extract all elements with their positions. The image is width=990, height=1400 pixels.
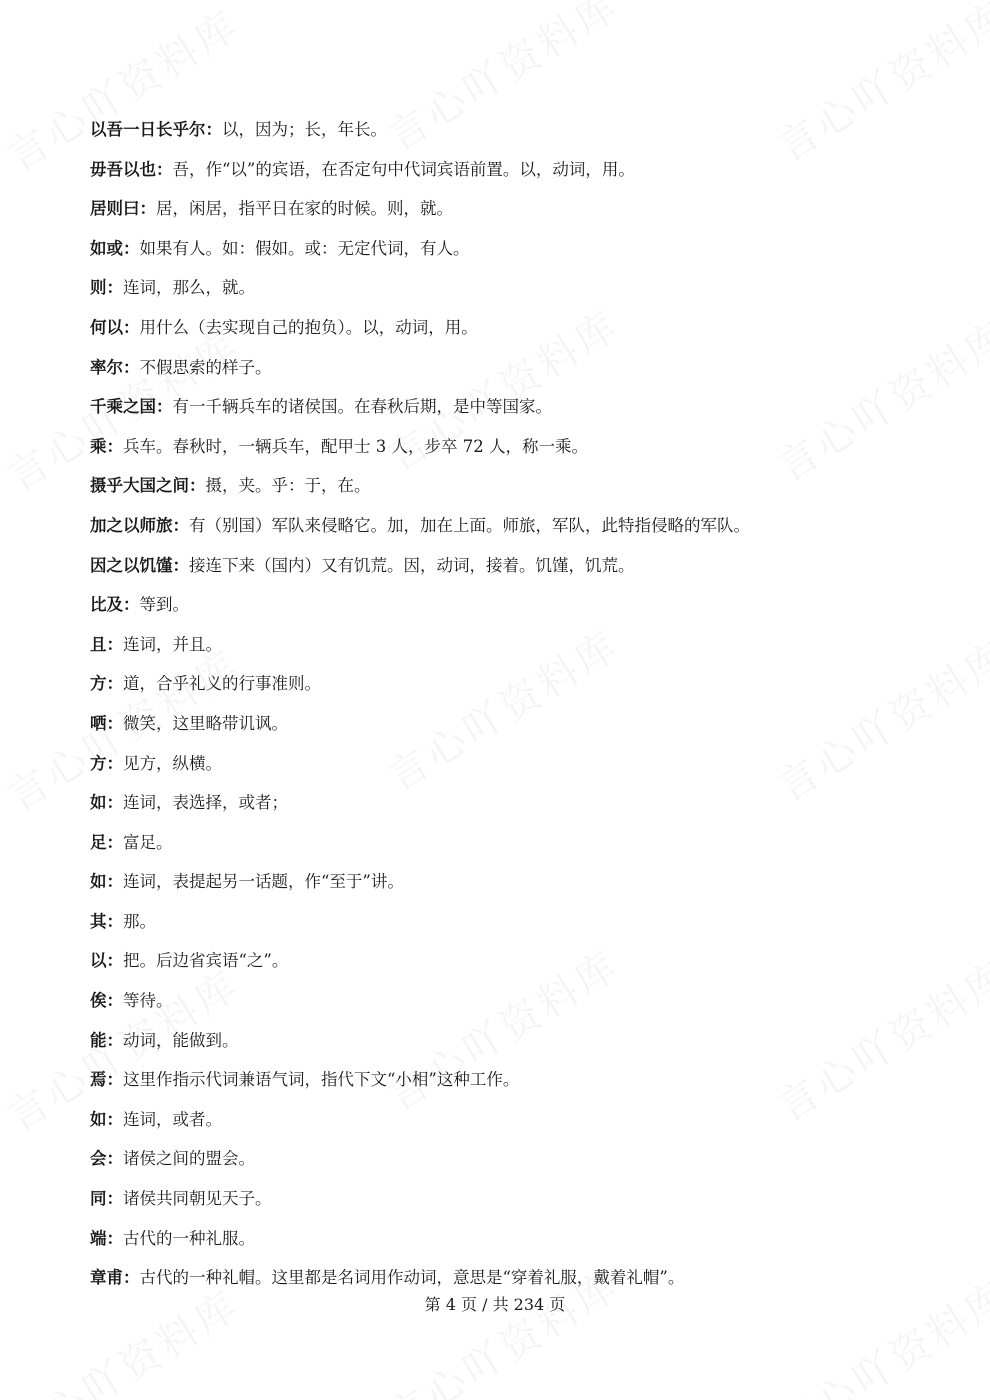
glossary-entry [90,466,910,506]
entry-term: 以吾一日长乎尔： [90,120,222,139]
entry-term: 因之以饥馑： [90,555,189,575]
entry-term: 章甫： [90,1268,140,1288]
entry-definition: 有一千辆兵车的诸侯国。在春秋后期，是中等国家。 [172,397,552,417]
entry-definition: 摄，夹。乎：于，在。 [205,476,371,496]
entry-term: 足： [90,832,123,852]
entry-term: 同： [90,1189,123,1209]
glossary-entry [90,427,910,467]
entry-term: 如或： [90,238,140,258]
entry-definition: 诸侯之间的盟会。 [123,1149,255,1169]
glossary-entry [90,1021,910,1061]
glossary-entry [90,506,910,546]
entry-definition: 古代的一种礼服。 [123,1228,255,1248]
glossary-entry [90,348,910,388]
glossary-entry [90,1060,910,1100]
entry-definition: 诸侯共同朝见天子。 [123,1189,272,1209]
entry-definition: 连词，表选择，或者； [123,793,288,813]
entry-term: 千乘之国： [90,397,173,417]
entry-definition: 有（别国）军队来侵略它。加，加在上面。师旅，军队，此特指侵略的军队。 [189,515,750,535]
glossary-entry [90,268,910,308]
entry-definition: 兵车。春秋时，一辆兵车，配甲士 3 人，步卒 72 人，称一乘。 [123,436,588,456]
glossary-entry [90,189,910,229]
entry-term: 且： [90,634,123,654]
entry-term: 如： [90,793,123,813]
entry-definition: 如果有人。如：假如。或：无定代词，有人。 [139,238,470,258]
entry-term: 比及： [90,595,140,615]
entry-definition: 那。 [123,911,156,931]
glossary-entry [90,625,910,665]
glossary-entry [90,229,910,269]
entry-definition: 这里作指示代词兼语气词，指代下文“小相”这种工作。 [123,1070,520,1090]
glossary-entry [90,1219,910,1259]
entry-definition: 吾，作“以”的宾语，在否定句中代词宾语前置。以，动词，用。 [172,159,635,179]
glossary-entry [90,1100,910,1140]
entry-term: 方： [90,753,123,773]
entry-term: 如： [90,1109,123,1129]
entry-term: 如： [90,872,123,892]
entry-term: 毋吾以也： [90,159,173,179]
glossary-entry [90,862,910,902]
entry-term: 其： [90,911,123,931]
entry-definition: 微笑，这里略带讥讽。 [123,713,288,733]
entry-term: 则： [90,278,123,298]
entry-definition: 以，因为；长，年长。 [222,120,387,139]
glossary-entry [90,585,910,625]
entry-definition: 连词，或者。 [123,1109,222,1129]
entry-definition: 连词，并且。 [123,634,222,654]
entry-definition: 把。后边省宾语“之”。 [123,951,289,971]
entry-term: 加之以师旅： [90,515,189,535]
entry-definition: 居，闲居，指平日在家的时候。则，就。 [156,199,453,219]
entry-definition: 道，合乎礼义的行事准则。 [123,674,321,694]
entry-term: 率尔： [90,357,140,377]
glossary-entry [90,1179,910,1219]
glossary-entry [90,110,910,150]
entry-definition: 不假思索的样子。 [139,357,272,377]
entry-term: 居则曰： [90,199,156,219]
entry-term: 以： [90,951,123,971]
entry-definition: 等到。 [139,595,189,615]
entry-term: 焉： [90,1070,123,1090]
glossary-entry [90,783,910,823]
glossary-entry [90,150,910,190]
entry-definition: 用什么（去实现自己的抱负）。以，动词，用。 [139,317,478,337]
glossary-entry [90,664,910,704]
document-body [90,110,910,1298]
entry-definition: 等待。 [123,991,173,1011]
entry-definition: 富足。 [123,832,173,852]
glossary-entry [90,308,910,348]
entry-term: 乘： [90,436,123,456]
entry-definition: 动词，能做到。 [123,1030,239,1050]
entry-term: 能： [90,1030,123,1050]
page-number: 第 4 页 / 共 234 页 [424,1295,566,1314]
entry-definition: 连词，那么，就。 [123,278,255,298]
entry-definition: 见方，纵横。 [123,753,222,773]
entry-definition: 接连下来（国内）又有饥荒。因，动词，接着。饥馑，饥荒。 [189,555,635,575]
glossary-entry [90,902,910,942]
entry-term: 何以： [90,317,140,337]
entry-term: 俟： [90,991,123,1011]
entry-term: 哂： [90,713,123,733]
entry-term: 会： [90,1149,123,1169]
glossary-entry [90,823,910,863]
entry-definition: 连词，表提起另一话题，作“至于”讲。 [123,872,404,892]
page-footer [0,1293,990,1317]
glossary-entry [90,1258,910,1298]
glossary-entry [90,941,910,981]
glossary-entry [90,981,910,1021]
entry-term: 端： [90,1228,123,1248]
glossary-entry [90,704,910,744]
glossary-entry [90,1139,910,1179]
entry-term: 方： [90,674,123,694]
glossary-entry [90,744,910,784]
entry-definition: 古代的一种礼帽。这里都是名词用作动词，意思是“穿着礼服，戴着礼帽”。 [139,1268,685,1288]
glossary-entry [90,546,910,586]
entry-term: 摄乎大国之间： [90,476,206,496]
glossary-entry [90,387,910,427]
